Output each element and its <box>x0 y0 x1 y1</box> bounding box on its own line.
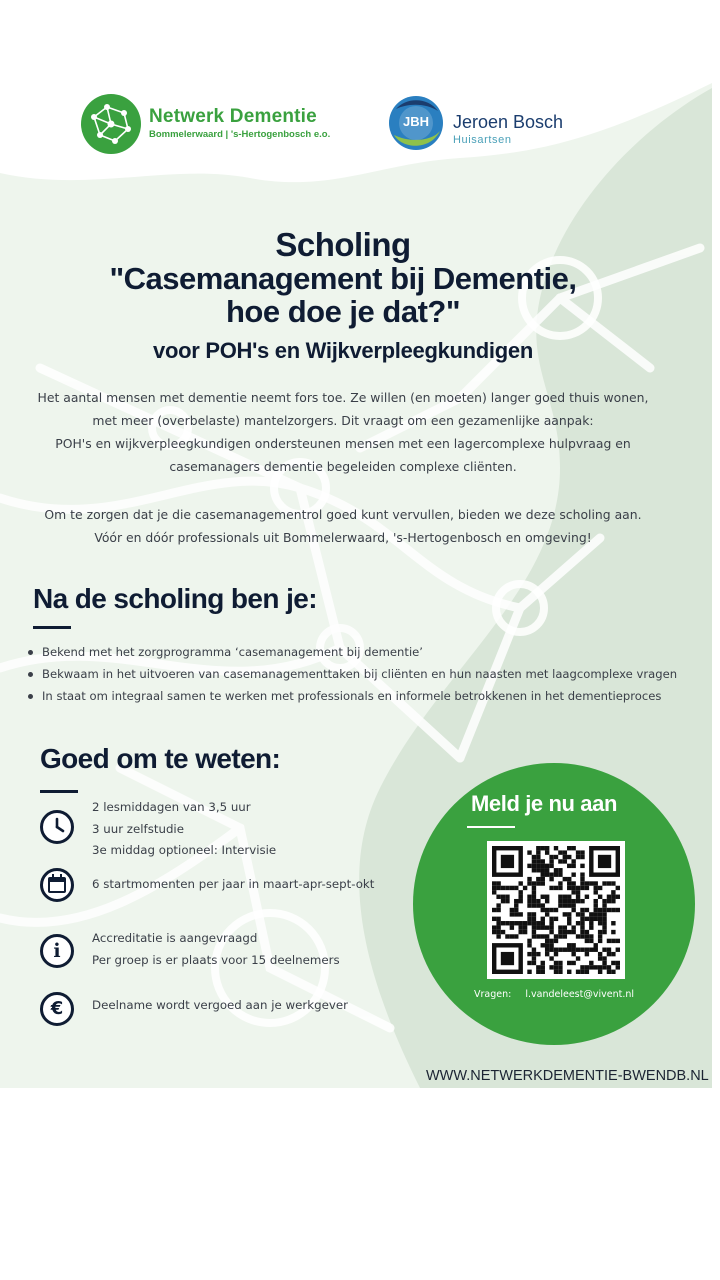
facts-rule <box>40 790 78 793</box>
outcomes-rule <box>33 626 71 629</box>
list-item: Bekend met het zorgprogramma ‘casemanagement bij dementie’ <box>28 641 677 663</box>
intro-paragraph-1 <box>0 386 686 478</box>
netwerk-dementie-name: Netwerk Dementie <box>149 106 317 127</box>
fact-group-schedule <box>92 797 276 862</box>
qr-code-pattern <box>492 846 620 974</box>
intro-line: Vóór en dóór professionals uit Bommelerwaard, 's-Hertogenbosch en omgeving! <box>94 530 592 545</box>
fact-line: Accreditatie is aangevraagd <box>92 931 258 945</box>
fact-line: Per groep is er plaats voor 15 deelnemers <box>92 952 340 967</box>
intro-line: POH's en wijkverpleegkundigen ondersteunen mensen met een lagercomplexe hulpvraag en <box>55 436 631 451</box>
fact-group-accreditation <box>92 928 340 971</box>
intro-line: casemanagers dementie begeleiden complexe cliënten. <box>169 459 517 474</box>
jbh-sub: Huisartsen <box>453 134 512 146</box>
fact-line: 3 uur zelfstudie <box>92 821 184 836</box>
calendar-glyph-icon <box>43 871 71 899</box>
network-logo-icon <box>80 93 142 155</box>
euro-glyph: € <box>50 998 64 1019</box>
poster <box>0 68 712 1088</box>
jbh-mark: JBH <box>402 114 429 129</box>
heading-line-3: hoe doe je dat?" <box>225 294 461 329</box>
jbh-logo <box>388 95 444 151</box>
info-icon <box>40 934 74 968</box>
calendar-icon <box>40 868 74 902</box>
intro-line: Om te zorgen dat je die casemanagementrol goed kunt vervullen, bieden we deze scholing aan. <box>44 507 642 522</box>
qr-code-icon[interactable] <box>487 841 625 979</box>
netwerk-dementie-region: Bommelerwaard | 's-Hertogenbosch e.o. <box>149 129 331 140</box>
facts-title: Goed om te weten: <box>40 743 281 774</box>
fact-line: 2 lesmiddagen van 3,5 uur <box>92 800 251 814</box>
clock-icon <box>40 810 74 844</box>
intro-paragraph-2 <box>0 503 686 549</box>
outcomes-list <box>28 641 677 707</box>
info-glyph: i <box>53 940 61 962</box>
clock-hands-icon <box>43 813 71 841</box>
intro-line: Het aantal mensen met dementie neemt fors toe. Ze willen (en moeten) langer goed thuis wonen, <box>37 390 649 405</box>
heading-line-1: Scholing <box>275 226 411 263</box>
heading-line-2: "Casemanagement bij Dementie, <box>109 261 577 296</box>
netwerk-dementie-logo <box>80 93 142 155</box>
signup-rule <box>467 826 515 828</box>
list-item: In staat om integraal samen te werken met professionals en informele betrokkenen in het dementieproces <box>28 685 677 707</box>
list-item: Bekwaam in het uitvoeren van casemanagementtaken bij cliënten en hun naasten met laagcomplexe vragen <box>28 663 677 685</box>
contact-email-link[interactable]: l.vandeleest@vivent.nl <box>525 989 635 1000</box>
fact-line: Deelname wordt vergoed aan je werkgever <box>92 998 348 1012</box>
signup-circle <box>413 763 695 1045</box>
fact-line: 6 startmomenten per jaar in maart-apr-sept-okt <box>92 877 375 891</box>
fact-group-start <box>92 874 374 896</box>
intro-line: met meer (overbelaste) mantelzorgers. Dit vraagt om een gezamenlijke aanpak: <box>92 413 594 428</box>
fact-line: 3e middag optioneel: Intervisie <box>92 843 277 857</box>
jbh-name: Jeroen Bosch <box>453 112 564 132</box>
signup-title: Meld je nu aan <box>471 791 617 816</box>
euro-icon <box>40 992 74 1026</box>
signup-contact <box>413 989 695 1000</box>
heading-subtitle: voor POH's en Wijkverpleegkundigen <box>153 338 533 363</box>
fact-group-cost <box>92 995 348 1017</box>
website-link[interactable]: WWW.NETWERKDEMENTIE-BWENDB.NL <box>426 1068 709 1084</box>
outcomes-title: Na de scholing ben je: <box>33 583 317 614</box>
contact-label: Vragen: <box>473 989 512 1000</box>
